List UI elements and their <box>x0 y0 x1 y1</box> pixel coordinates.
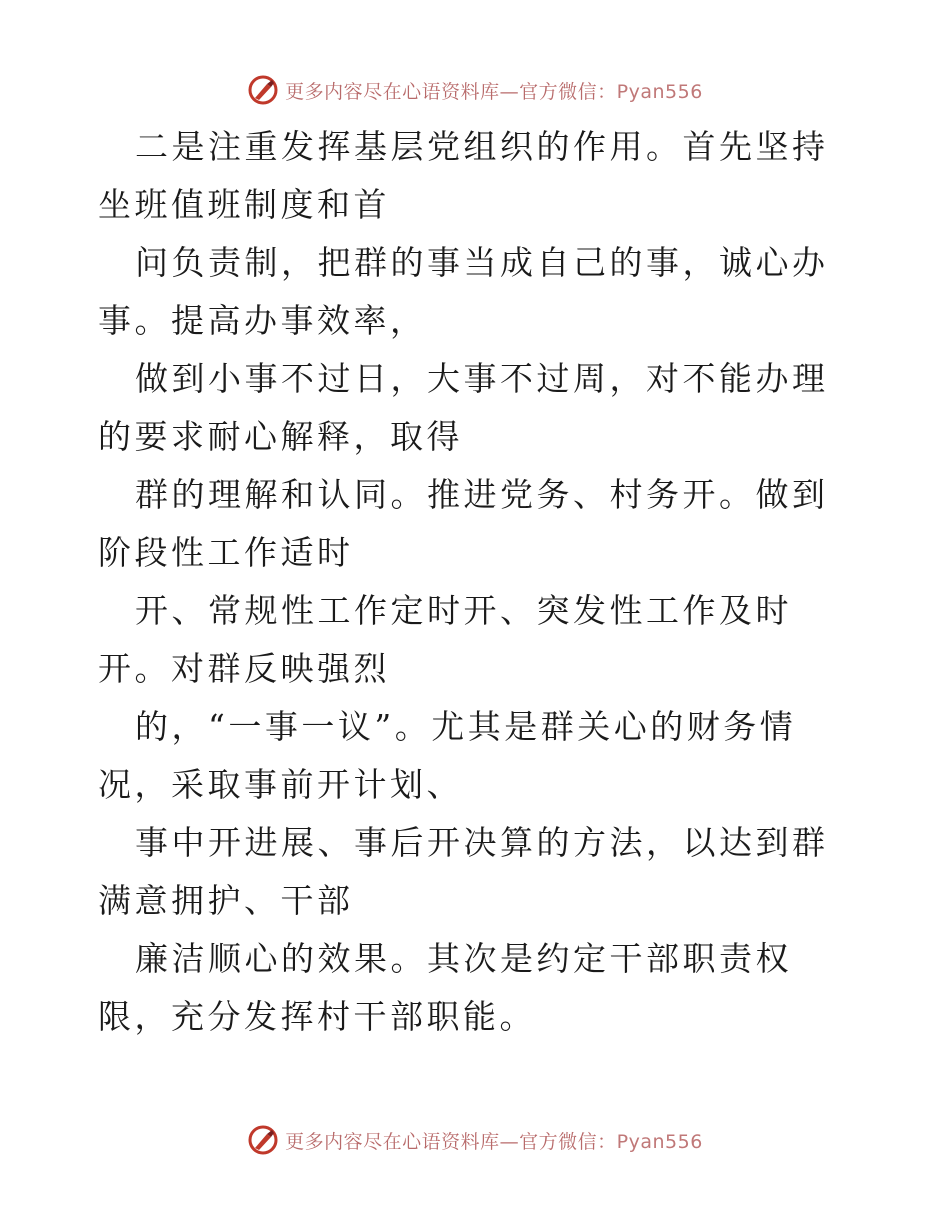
footer-banner-label: 更多内容尽在心语资料库—官方微信： <box>285 1130 617 1153</box>
paragraph: 问负责制，把群的事当成自己的事，诚心办事。提高办事效率， <box>98 243 829 340</box>
header-wechat-id: Pyan556 <box>616 80 703 103</box>
paragraph: 开、常规性工作定时开、突发性工作及时开。对群反映强烈 <box>98 591 792 688</box>
document-body <box>98 118 858 1046</box>
header-banner-text <box>285 77 703 104</box>
pen-logo-icon <box>247 74 279 106</box>
footer-banner <box>0 1120 950 1160</box>
header-banner-label: 更多内容尽在心语资料库—官方微信： <box>285 80 617 103</box>
paragraph: 二是注重发挥基层党组织的作用。首先坚持坐班值班制度和首 <box>98 127 829 224</box>
paragraph: 做到小事不过日，大事不过周，对不能办理的要求耐心解释，取得 <box>98 359 829 456</box>
pen-logo-icon <box>247 1124 279 1156</box>
paragraph: 廉洁顺心的效果。其次是约定干部职责权限，充分发挥村干部职能。 <box>98 939 792 1036</box>
header-banner <box>0 70 950 110</box>
paragraph: 事中开进展、事后开决算的方法，以达到群满意拥护、干部 <box>98 823 829 920</box>
footer-wechat-id: Pyan556 <box>616 1130 703 1153</box>
paragraph: 群的理解和认同。推进党务、村务开。做到阶段性工作适时 <box>98 475 829 572</box>
paragraph: 的，“一事一议”。尤其是群关心的财务情况，采取事前开计划、 <box>98 707 797 804</box>
footer-banner-text <box>285 1127 703 1154</box>
